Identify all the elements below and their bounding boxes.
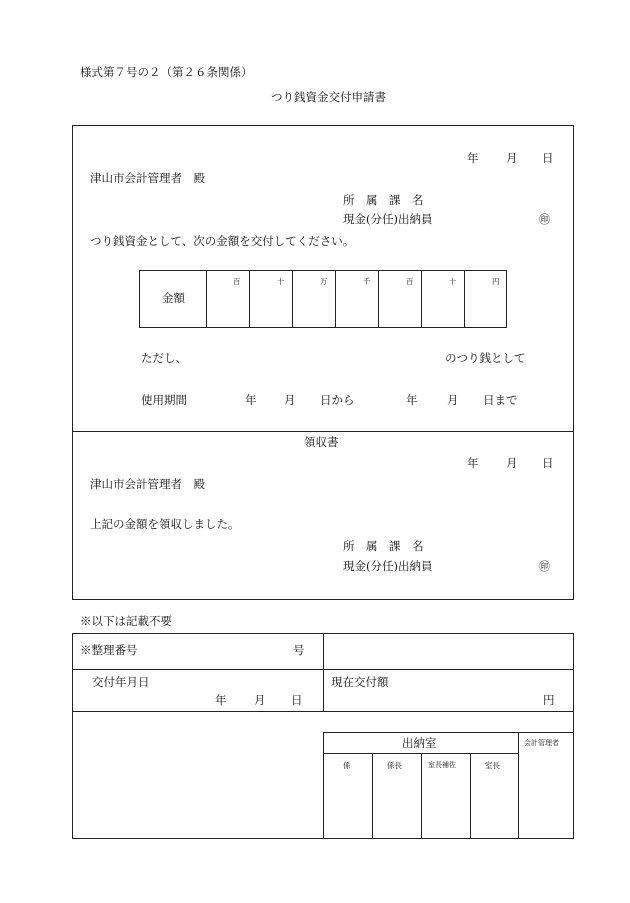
amount-digit-label: 百 bbox=[406, 277, 414, 286]
stamp-label-deputy: 室長補佐 bbox=[428, 761, 456, 769]
receipt-cashier-label: 現金(分任)出納員 bbox=[343, 559, 433, 573]
amount-col-divider bbox=[206, 270, 207, 328]
receipt-title: 領収書 bbox=[304, 435, 339, 449]
issue-date-month: 月 bbox=[254, 693, 266, 707]
treasury-label: 出納室 bbox=[402, 736, 437, 750]
application-dept-label: 所 属 課 名 bbox=[343, 193, 424, 207]
amount-digit-label: 十 bbox=[277, 277, 285, 286]
issue-date-year: 年 bbox=[215, 693, 227, 707]
period-until: 日まで bbox=[483, 393, 518, 407]
office-row-divider bbox=[72, 711, 574, 712]
stamp-label-director: 室長 bbox=[485, 761, 500, 770]
amount-digit-label: 百 bbox=[233, 277, 241, 286]
amount-label: 金額 bbox=[162, 291, 185, 305]
form-title: つり銭資金交付申請書 bbox=[271, 90, 386, 104]
stamp-grid-top bbox=[323, 732, 574, 733]
ref-number-label: ※整理番号 bbox=[80, 643, 138, 657]
amount-col-divider bbox=[249, 270, 250, 328]
stamp-label-staff: 係 bbox=[343, 761, 351, 770]
stamp-col-divider bbox=[470, 753, 471, 839]
receipt-text: 上記の金額を領収しました。 bbox=[90, 517, 240, 531]
amount-col-divider bbox=[421, 270, 422, 328]
receipt-dept-label: 所 属 課 名 bbox=[343, 539, 424, 553]
period-label: 使用期間 bbox=[141, 393, 187, 407]
request-text: つり銭資金として、次の金額を交付してください。 bbox=[90, 234, 355, 248]
application-date-year: 年 bbox=[467, 151, 479, 165]
amount-col-divider bbox=[335, 270, 336, 328]
stamp-label-chief: 係長 bbox=[387, 761, 402, 770]
issue-date-label: 交付年月日 bbox=[92, 675, 150, 689]
form-number: 様式第７号の２（第２６条関係） bbox=[80, 65, 253, 79]
amount-col-divider bbox=[292, 270, 293, 328]
receipt-addressee: 津山市会計管理者 殿 bbox=[90, 477, 205, 491]
office-col-divider bbox=[323, 633, 324, 711]
amount-col-divider bbox=[378, 270, 379, 328]
receipt-seal-mark: ㊞ bbox=[539, 560, 550, 573]
stamp-col-divider bbox=[421, 753, 422, 839]
amount-col-divider bbox=[464, 270, 465, 328]
amount-digit-label: 万 bbox=[320, 277, 328, 286]
proviso-suffix: のつり銭として bbox=[445, 351, 526, 365]
amount-digit-label: 十 bbox=[449, 277, 457, 286]
stamp-grid-divider bbox=[518, 732, 519, 839]
receipt-divider bbox=[72, 431, 574, 432]
amount-digit-label: 千 bbox=[363, 277, 371, 286]
application-date-month: 月 bbox=[506, 151, 518, 165]
receipt-date-month: 月 bbox=[506, 456, 518, 470]
period-month-start: 月 bbox=[284, 393, 296, 407]
receipt-date-year: 年 bbox=[467, 456, 479, 470]
current-amount-unit: 円 bbox=[543, 693, 555, 707]
stamp-grid-left bbox=[323, 732, 324, 839]
application-date-day: 日 bbox=[542, 151, 554, 165]
office-use-note: ※以下は記載不要 bbox=[80, 614, 172, 628]
issue-date-day: 日 bbox=[291, 693, 303, 707]
amount-digit-label: 円 bbox=[492, 277, 500, 286]
accountant-label: 会計管理者 bbox=[524, 739, 559, 747]
application-seal-mark: ㊞ bbox=[539, 213, 550, 226]
period-year-start: 年 bbox=[245, 393, 257, 407]
current-amount-label: 現在交付額 bbox=[331, 675, 389, 689]
application-addressee: 津山市会計管理者 殿 bbox=[90, 171, 205, 185]
period-year-end: 年 bbox=[406, 393, 418, 407]
proviso-label: ただし、 bbox=[141, 351, 187, 365]
ref-number-suffix: 号 bbox=[293, 643, 305, 657]
receipt-date-day: 日 bbox=[542, 456, 554, 470]
period-from: 日から bbox=[320, 393, 355, 407]
period-month-end: 月 bbox=[447, 393, 459, 407]
stamp-col-divider bbox=[372, 753, 373, 839]
application-cashier-label: 現金(分任)出納員 bbox=[343, 212, 433, 226]
